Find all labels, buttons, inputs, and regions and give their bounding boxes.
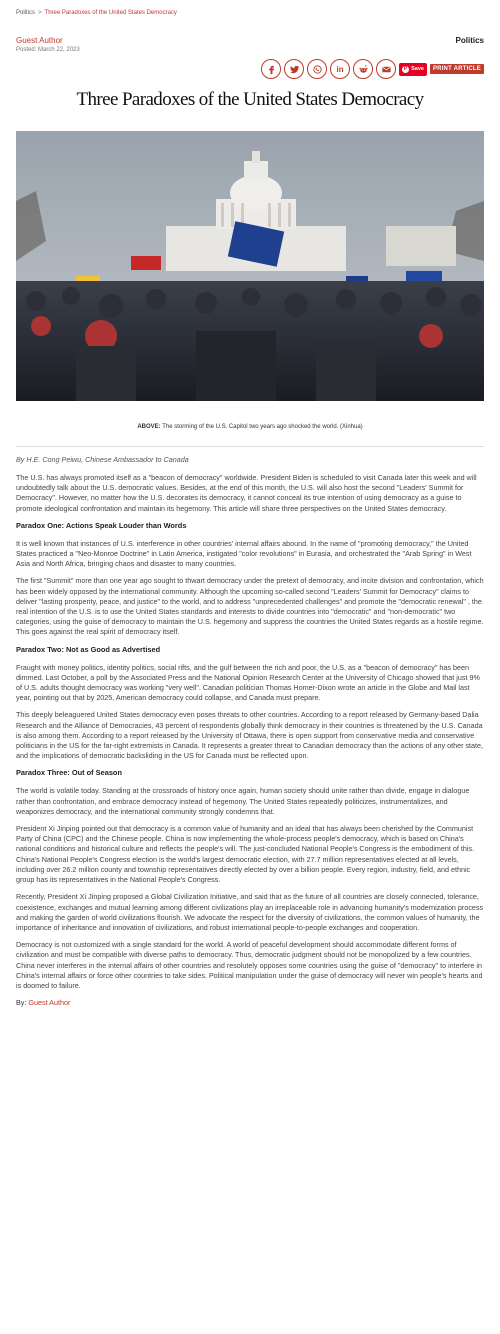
pinterest-icon: P	[403, 66, 408, 72]
article-byline: By H.E. Cong Peiwu, Chinese Ambassador to Canada	[16, 455, 189, 464]
caption-text: The storming of the U.S. Capitol two years ago shocked the world. (Xinhua)	[162, 424, 363, 430]
image-caption	[16, 424, 484, 438]
email-icon[interactable]	[376, 59, 396, 79]
body-paragraph: President Xi Jinping pointed out that democracy is a common value of humanity and an ideal that has always been cherished by the Communist Party of China (CPC) and the Chinese people. China is now implementing the whole-process people's democracy, which is based on China's national conditions and historical culture and reflects the people's will. The just-concluded National People's Congress is the embodiment of this. China's National People's Congress election is the world's largest democratic election, with 27.7 million representatives elected at all levels, including over 26.2 million county and township representatives directly elected by over a billion people. Every region, industry, field, and ethnic group has its representatives in the National People's Congress.	[16, 824, 475, 885]
section-label[interactable]: Politics	[455, 36, 484, 45]
section-heading: Paradox Two: Not as Good as Advertised	[16, 644, 161, 654]
body-paragraph: Recently, President Xi Jinping proposed a Global Civilization Initiative, and said that as the future of all countries are closely connected, tolerance, coexistence, exchanges and mutual learning among different civilizations play an irreplaceable role in advancing humanity's modernization process and making the garden of world civilizations flourish. We advocate the respect for the diversity of civilizations, the common values of humanity, the importance of inheritance and innovation of civilizations, and robust international people-to-people exchanges and cooperation.	[16, 892, 484, 932]
footer-byline	[16, 998, 484, 1007]
pinterest-save-button[interactable]	[399, 63, 427, 76]
share-bar	[16, 57, 484, 81]
footer-by-label: By:	[16, 998, 27, 1008]
body-paragraph: It is well known that instances of U.S. interference in other countries' internal affairs abound. In the name of "promoting democracy," the United States practiced a "Neo-Monroe Doctrine" in Latin America, instigated "color revolutions" in Eurasia, and orchestrated the "Arab Spring" in West Asia and North Africa, bringing chaos and disaster to many countries.	[16, 538, 472, 569]
linkedin-icon[interactable]: in	[330, 59, 350, 79]
article-title: Three Paradoxes of the United States Democracy	[76, 89, 424, 110]
footer-author-link[interactable]: Guest Author	[28, 998, 71, 1008]
breadcrumb-politics-link[interactable]: Politics	[16, 10, 36, 16]
author-link[interactable]: Guest Author	[16, 36, 63, 45]
section-heading: Paradox One: Actions Speak Louder than Words	[16, 520, 187, 530]
section-heading: Paradox Three: Out of Season	[16, 768, 122, 778]
facebook-icon[interactable]	[261, 59, 281, 79]
article-meta	[16, 36, 484, 53]
article-body	[16, 473, 484, 991]
body-paragraph: The world is volatile today. Standing at the crossroads of history once again, human society should unite rather than divide, engage in dialogue rather than confrontation, and embrace democracy instead of hegemony. The United States repeatedly politicizes, instrumentalizes, and weaponizes democracy, and the international community strongly condemns that.	[16, 786, 470, 816]
breadcrumb-separator: >	[38, 10, 42, 16]
save-label: Save	[411, 66, 424, 72]
body-paragraph: Democracy is not customized with a single standard for the world. A world of peaceful development should accommodate different forms of civilization and must be compatible with diverse paths to democracy. Thus, democratic judgment should not be monopolized by a few countries. China never interferes in the internal affairs of other countries and resolutely opposes some countries using the guise of "democracy" to interfere in China's internal affairs or force other countries to take sides. Political manipulation under the guise of democracy will never win people's hearts and is doomed to failure.	[16, 940, 483, 990]
body-paragraph: This deeply beleaguered United States democracy even poses threats to other countries. According to a report released by Germany-based Dalia Research and the Alliance of Democracies, 43 percent of respondents globally think democracy in their countries is threatened by the U.S. Canada is also among them. According to a report released by the University of Ottawa, there is open support from conservative media and conservative politicians in the US for the far-right extremists in Canada. It represents a greater threat to Canadian democracy than the actions of any other state, and the implications of democratic backsliding in the US for Canada must be reflected upon.	[16, 710, 484, 761]
body-paragraph: The first "Summit" more than one year ago sought to thwart democracy under the pretext of democracy, and incite division and confrontation, which has been widely opposed by the international community. Although the upcoming so-called second "Leaders' Summit for Democracy" claims to deliver "lasting prosperity, peace, and justice" to the world, and to address "unprecedented challenges" and promote the "democratic renewal" , the real intention of the U.S. is to use the United States standards and interests to divide countries into "democratic" and "non-democratic" two categories, using the guise of democracy to maintain the U.S. hegemony and suppress the countries the United States regards as a hostile regime. This goes against the real spirit of democracy itself.	[16, 576, 484, 637]
caption-lead: ABOVE:	[137, 424, 161, 430]
body-paragraph: The U.S. has always promoted itself as a "beacon of democracy" worldwide. President Biden is scheduled to visit Canada later this week and will undoubtedly talk about the U.S. democratic values. Besides, at the end of this month, the U.S. will also host the second "Leaders' Summit for Democracy". However, no matter how the U.S. decorates its democracy, it cannot conceal its true intention of using democracy as a guise to promote ideological confrontation and maintain its hegemony. This article will share three perspectives on the United States democracy.	[16, 473, 477, 513]
whatsapp-icon[interactable]	[307, 59, 327, 79]
print-article-button[interactable]: PRINT ARTICLE	[430, 64, 484, 74]
posted-date: Posted: March 22, 2023	[16, 47, 80, 53]
breadcrumb-current-link[interactable]: Three Paradoxes of the United States Democracy	[44, 10, 177, 16]
body-paragraph: Fraught with money politics, identity politics, social rifts, and the gulf between the rich and poor, the U.S. as a "beacon of democracy" has been dimmed. Last October, a poll by the Associated Press and the National Opinion Research Center at the University of Chicago showed that just 9% of U.S. adults thought democracy was working "very well". Canadian politician Thomas Homer-Dixon wrote an article in the Globe and Mail last year, pointing out that by 2025, American democracy could collapse, and Canada must prepare.	[16, 662, 480, 703]
twitter-icon[interactable]	[284, 59, 304, 79]
breadcrumb	[16, 0, 484, 24]
reddit-icon[interactable]	[353, 59, 373, 79]
divider	[16, 446, 484, 447]
hero-image	[16, 131, 484, 401]
author-block	[16, 36, 80, 53]
